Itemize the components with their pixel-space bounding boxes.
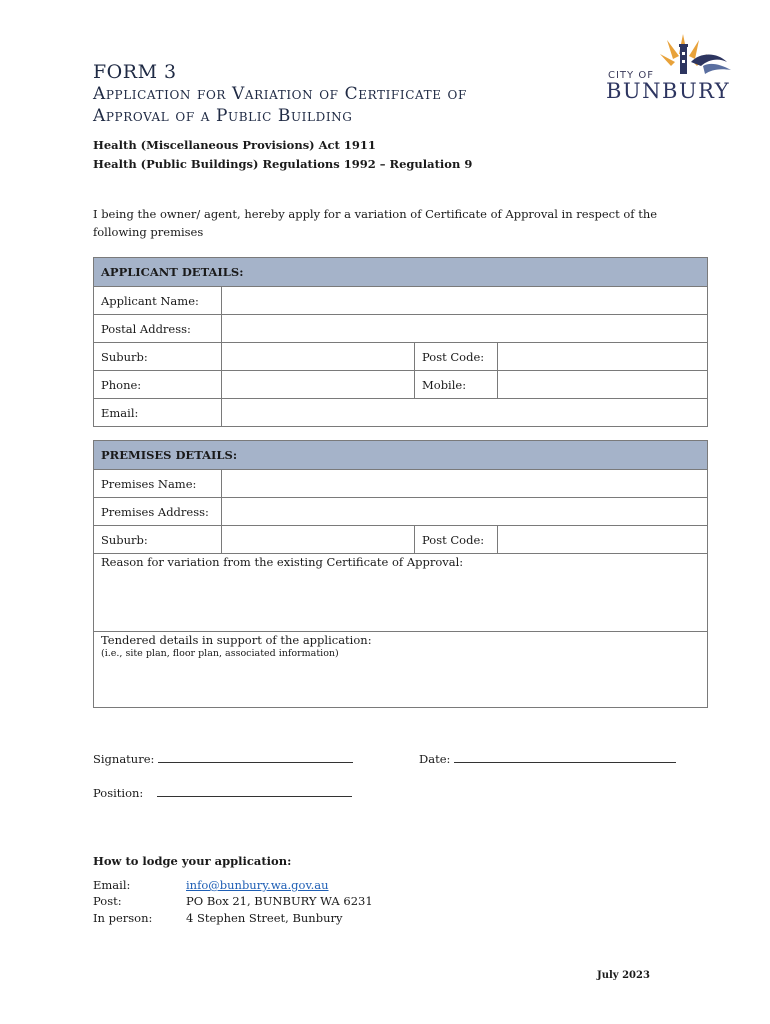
email-field[interactable] bbox=[222, 399, 708, 427]
intro-statement: I being the owner/ agent, hereby apply for a variation of Certificate of Approval in respect of the following premises bbox=[93, 207, 658, 239]
tendered-details-label: Tendered details in support of the application: bbox=[101, 633, 372, 647]
applicant-name-field[interactable] bbox=[222, 287, 708, 315]
lodge-in-person-value: 4 Stephen Street, Bunbury bbox=[186, 911, 343, 925]
lodge-email-link[interactable]: info@bunbury.wa.gov.au bbox=[186, 878, 329, 892]
position-line[interactable] bbox=[157, 786, 352, 797]
lodge-in-person-label: In person: bbox=[93, 911, 153, 925]
premises-suburb-field[interactable] bbox=[222, 526, 415, 554]
position-row bbox=[93, 786, 352, 800]
form-title-line-1: Application for Variation of Certificate of bbox=[93, 84, 467, 104]
variation-reason-field[interactable] bbox=[94, 554, 708, 632]
applicant-postcode-label: Post Code: bbox=[415, 343, 498, 371]
phone-label: Phone: bbox=[94, 371, 222, 399]
dolphin-icon bbox=[691, 55, 731, 75]
signature-line[interactable] bbox=[158, 752, 353, 763]
premises-details-heading: PREMISES DETAILS: bbox=[94, 441, 708, 470]
premises-postcode-label: Post Code: bbox=[415, 526, 498, 554]
variation-reason-label: Reason for variation from the existing Certificate of Approval: bbox=[101, 555, 464, 569]
signature-row bbox=[93, 752, 353, 766]
position-label: Position: bbox=[93, 786, 144, 800]
lighthouse-icon bbox=[679, 44, 688, 74]
tendered-details-note: (i.e., site plan, floor plan, associated information) bbox=[101, 648, 339, 659]
premises-address-label: Premises Address: bbox=[94, 498, 222, 526]
form-title-line-2: Approval of a Public Building bbox=[93, 106, 353, 126]
mobile-field[interactable] bbox=[498, 371, 708, 399]
premises-name-label: Premises Name: bbox=[94, 470, 222, 498]
postal-address-label: Postal Address: bbox=[94, 315, 222, 343]
premises-details-table bbox=[93, 440, 708, 708]
date-label: Date: bbox=[419, 752, 451, 766]
date-row bbox=[419, 752, 676, 766]
applicant-name-label: Applicant Name: bbox=[94, 287, 222, 315]
applicant-details-heading: APPLICANT DETAILS: bbox=[94, 258, 708, 287]
premises-postcode-field[interactable] bbox=[498, 526, 708, 554]
tendered-details-field[interactable] bbox=[94, 632, 708, 708]
lodge-post-value: PO Box 21, BUNBURY WA 6231 bbox=[186, 894, 373, 908]
premises-name-field[interactable] bbox=[222, 470, 708, 498]
form-number: FORM 3 bbox=[93, 61, 177, 83]
postal-address-field[interactable] bbox=[222, 315, 708, 343]
act-reference-1: Health (Miscellaneous Provisions) Act 1911 bbox=[93, 138, 376, 152]
phone-field[interactable] bbox=[222, 371, 415, 399]
signature-label: Signature: bbox=[93, 752, 155, 766]
lodge-email-label: Email: bbox=[93, 878, 131, 892]
premises-suburb-label: Suburb: bbox=[94, 526, 222, 554]
applicant-details-table bbox=[93, 257, 708, 427]
applicant-postcode-field[interactable] bbox=[498, 343, 708, 371]
premises-address-field[interactable] bbox=[222, 498, 708, 526]
footer-date: July 2023 bbox=[597, 970, 650, 981]
lodge-post-label: Post: bbox=[93, 894, 122, 908]
applicant-suburb-field[interactable] bbox=[222, 343, 415, 371]
act-reference-2: Health (Public Buildings) Regulations 1992 – Regulation 9 bbox=[93, 157, 473, 171]
applicant-suburb-label: Suburb: bbox=[94, 343, 222, 371]
logo-name: BUNBURY bbox=[606, 79, 731, 103]
email-label: Email: bbox=[94, 399, 222, 427]
mobile-label: Mobile: bbox=[415, 371, 498, 399]
date-line[interactable] bbox=[454, 752, 676, 763]
logo-city-label: CITY OF bbox=[608, 70, 654, 81]
lodge-heading: How to lodge your application: bbox=[93, 854, 292, 868]
